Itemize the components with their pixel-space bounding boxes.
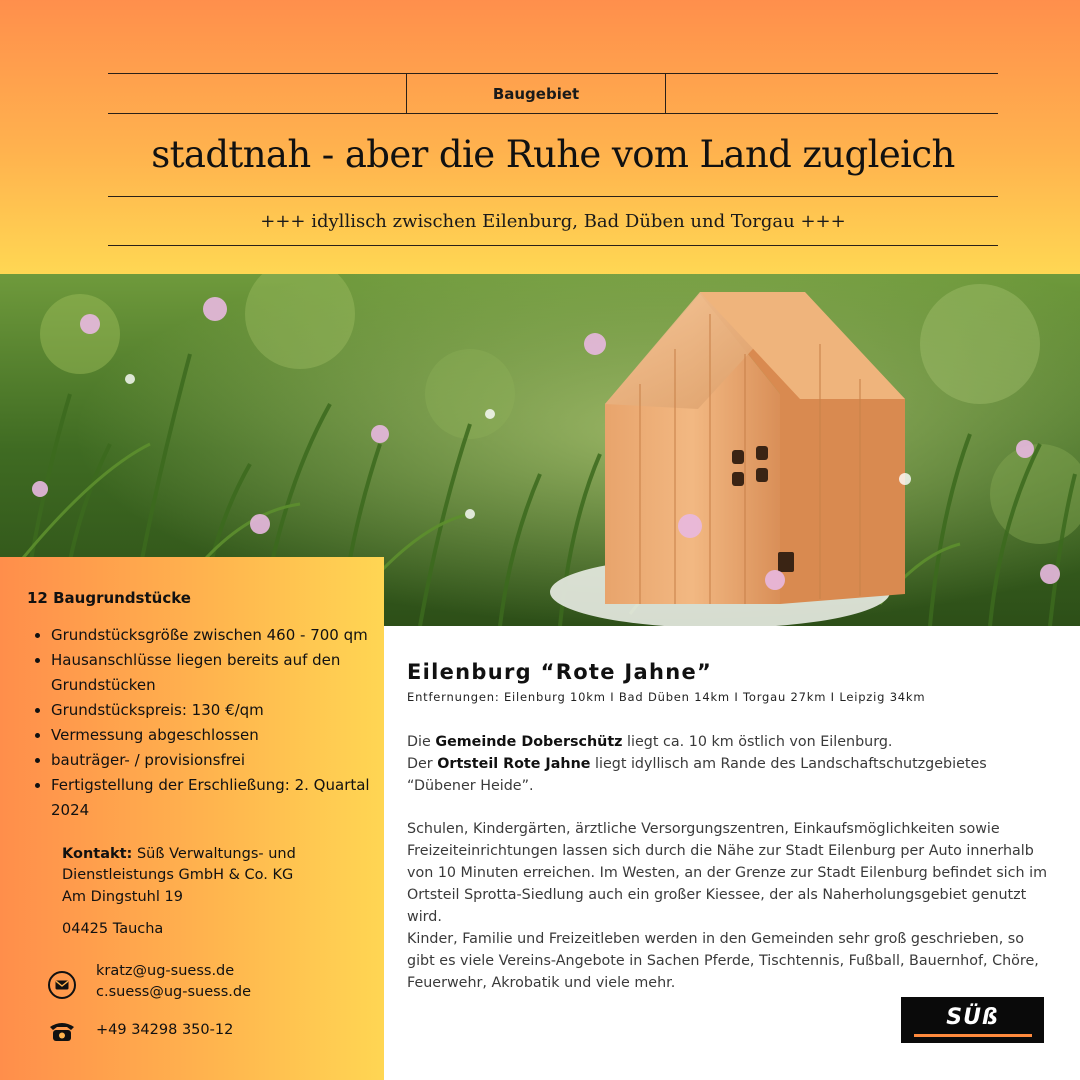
email-list bbox=[96, 961, 251, 1003]
logo-accent-bar bbox=[914, 1034, 1032, 1037]
phone-number[interactable]: +49 34298 350-12 bbox=[96, 1022, 234, 1038]
list-item: • Fertigstellung der Erschließung: 2. Quartal 2024 bbox=[51, 773, 396, 823]
paragraph-infrastructure: Schulen, Kindergärten, ärztliche Versorgungszentren, Einkaufsmöglichkeiten sowie Freizeiteinrichtungen lassen sich durch die Nähe zur Stadt Eilenburg per Auto innerhalb von 10 Minuten erreichen. Im Westen, an der Grenze zur Stadt Eilenburg befindet sich im Ortsteil Sprotta-Siedlung auch ein großer Kiessee, der als Naherholungsgebiet genutzt wird. bbox=[407, 821, 1048, 925]
list-item: • Grundstücksgröße zwischen 460 - 700 qm bbox=[51, 623, 396, 648]
category-tag: Baugebiet bbox=[492, 84, 580, 103]
contact-label: Kontakt: bbox=[62, 846, 133, 862]
company-logo bbox=[901, 997, 1044, 1043]
header-banner bbox=[0, 0, 1080, 274]
subline: +++ idyllisch zwischen Eilenburg, Bad Düben und Torgau +++ bbox=[260, 210, 846, 232]
list-item: • bauträger- / provisionsfrei bbox=[51, 748, 396, 773]
highlight-ortsteil: Ortsteil Rote Jahne bbox=[437, 756, 591, 772]
facts-list bbox=[27, 623, 396, 823]
divider-line bbox=[108, 245, 998, 246]
divider-line bbox=[108, 113, 998, 114]
list-item: • Hausanschlüsse liegen bereits auf den Grundstücken bbox=[51, 648, 396, 698]
email-link[interactable]: kratz@ug-suess.de bbox=[96, 963, 235, 979]
card-title: 12 Baugrundstücke bbox=[27, 589, 191, 607]
facts-card bbox=[0, 557, 384, 1080]
divider-line bbox=[665, 73, 666, 114]
logo-text: SÜß bbox=[946, 1005, 999, 1030]
list-item: • Grundstückspreis: 130 €/qm bbox=[51, 698, 396, 723]
headline: stadtnah - aber die Ruhe vom Land zugleich bbox=[151, 132, 955, 176]
highlight-gemeinde: Gemeinde Doberschütz bbox=[435, 734, 623, 750]
email-link[interactable]: c.suess@ug-suess.de bbox=[96, 984, 251, 1000]
telephone-icon bbox=[48, 1019, 76, 1043]
paragraph-location: Die Gemeinde Doberschütz liegt ca. 10 km östlich von Eilenburg. Der Ortsteil Rote Jahne liegt idyllisch am Rande des Landschaftschutzgebietes “Dübener Heide”. bbox=[407, 734, 987, 794]
envelope-icon bbox=[48, 971, 76, 999]
contact-street: Am Dingstuhl 19 bbox=[62, 889, 183, 905]
location-title: Eilenburg “Rote Jahne” bbox=[407, 660, 713, 684]
contact-company: Süß Verwaltungs- und Dienstleistungs GmbH & Co. KG bbox=[62, 846, 296, 883]
list-item: • Vermessung abgeschlossen bbox=[51, 723, 396, 748]
distances-line: Entfernungen: Eilenburg 10km I Bad Düben 14km I Torgau 27km I Leipzig 34km bbox=[407, 690, 926, 704]
contact-city: 04425 Taucha bbox=[62, 921, 164, 937]
contact-block bbox=[62, 844, 362, 886]
paragraph-leisure: Kinder, Familie und Freizeitleben werden in den Gemeinden sehr groß geschrieben, so gibt es viele Vereins-Angebote in Sachen Pferde, Tischtennis, Fußball, Bauernhof, Chöre, Feuerwehr, Akrobatik und viele mehr. bbox=[407, 931, 1039, 991]
